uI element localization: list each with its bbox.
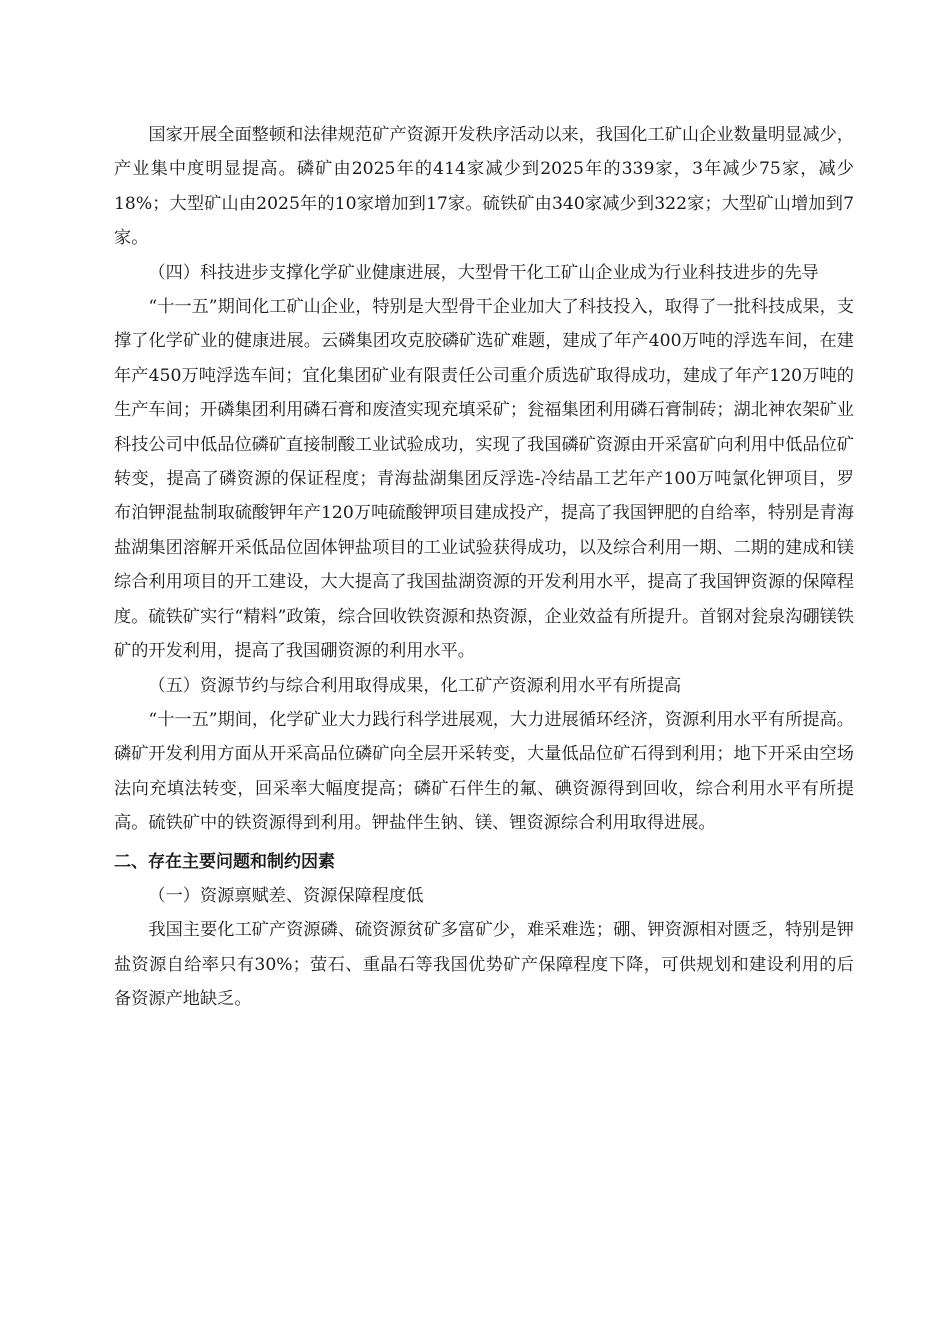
section-heading-resource-endowment: （一）资源禀赋差、资源保障程度低	[148, 885, 424, 906]
paragraph-resource-endowment: 我国主要化工矿产资源磷、硫资源贫矿多富矿少，难采难选；硼、钾资源相对匮乏，特别是钾盐资源自给率只有30%；萤石、重晶石等我国优势矿产保障程度下降，可供规划和建设利用的后备资源产地缺乏。	[114, 920, 854, 1010]
paragraph-industry-concentration: 国家开展全面整顿和法律规范矿产资源开发秩序活动以来，我国化工矿山企业数量明显减少，产业集中度明显提高。磷矿由2025年的414家减少到2025年的339家，3年减少75家，减少18%；大型矿山由2025年的10家增加到17家。硫铁矿由340家减少到322家；大型矿山增加到7家。	[114, 125, 854, 249]
document-page	[114, 118, 854, 1017]
section-heading-tech-progress: （四）科技进步支撑化学矿业健康进展，大型骨干化工矿山企业成为行业科技进步的先导	[148, 262, 819, 283]
chapter-heading-problems: 二、存在主要问题和制约因素	[114, 851, 335, 872]
paragraph-tech-achievements: “十一五”期间化工矿山企业，特别是大型骨干企业加大了科技投入，取得了一批科技成果，支撑了化学矿业的健康进展。云磷集团攻克胶磷矿选矿难题，建成了年产400万吨的浮选车间，在建年产450万吨浮选车间；宜化集团矿业有限责任公司重介质选矿取得成功，建成了年产120万吨的生产车间；开磷集团利用磷石膏和废渣实现充填采矿；瓮福集团利用磷石膏制砖；湖北神农架矿业科技公司中低品位磷矿直接制酸工业试验成功，实现了我国磷矿资源由开采富矿向利用中低品位矿转变，提高了磷资源的保证程度；青海盐湖集团反浮选-冷结晶工艺年产100万吨氯化钾项目，罗布泊钾混盐制取硫酸钾年产120万吨硫酸钾项目建成投产，提高了我国钾肥的自给率，特别是青海盐湖集团溶解开采低品位固体钾盐项目的工业试验获得成功，以及综合利用一期、二期的建成和镁综合利用项目的开工建设，大大提高了我国盐湖资源的开发利用水平，提高了我国钾资源的保障程度。硫铁矿实行“精料”政策，综合回收铁资源和热资源，企业效益有所提升。首钢对瓮泉沟硼镁铁矿的开发利用，提高了我国硼资源的利用水平。	[114, 297, 854, 662]
section-heading-resource-saving: （五）资源节约与综合利用取得成果，化工矿产资源利用水平有所提高	[148, 675, 682, 696]
paragraph-resource-utilization: “十一五”期间，化学矿业大力践行科学进展观，大力进展循环经济，资源利用水平有所提高。磷矿开发利用方面从开采高品位磷矿向全层开采转变，大量低品位矿石得到利用；地下开采由空场法向充填法转变，回采率大幅度提高；磷矿石伴生的氟、碘资源得到回收，综合利用水平有所提高。硫铁矿中的铁资源得到利用。钾盐伴生钠、镁、锂资源综合利用取得进展。	[114, 709, 854, 834]
